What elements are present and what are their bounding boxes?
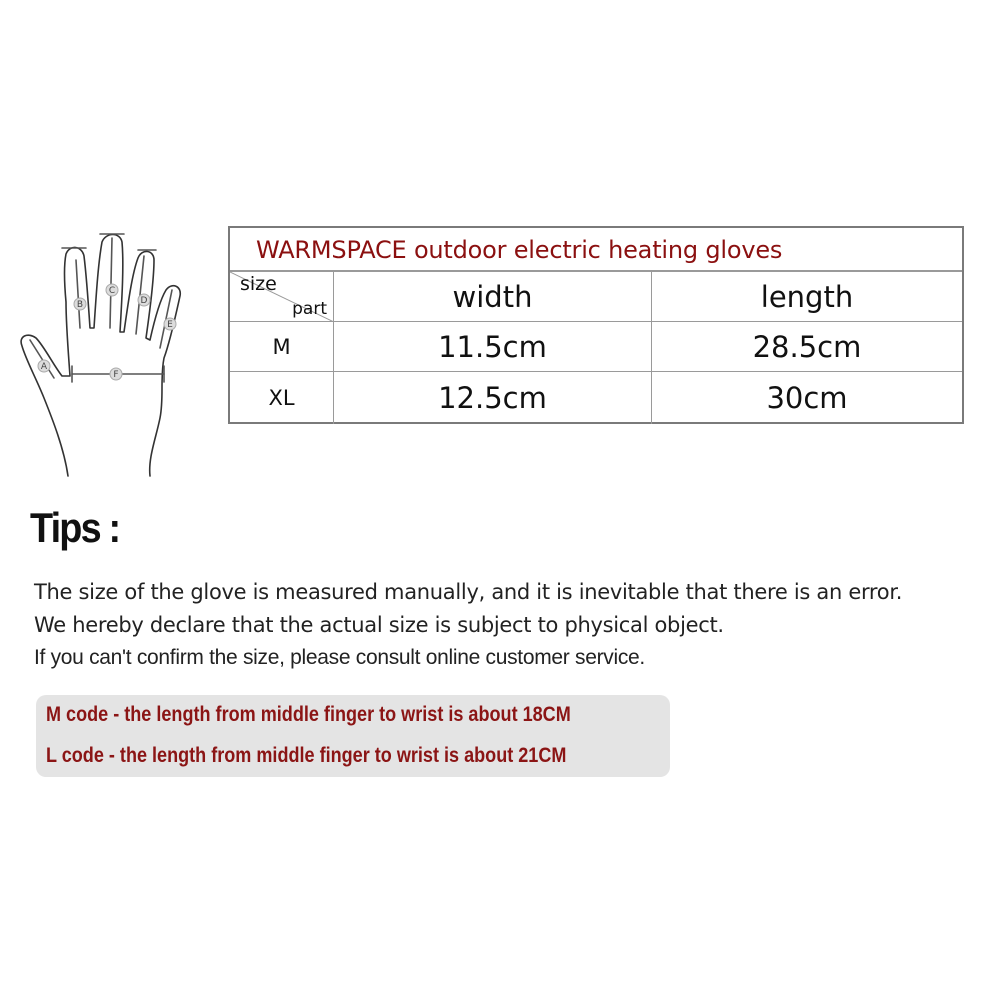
tip-line: If you can't confirm the size, please consult online customer service.: [34, 646, 645, 669]
label-c: C: [108, 286, 116, 296]
label-d: D: [140, 296, 148, 306]
row-size: XL: [230, 372, 334, 424]
hand-outline: [21, 235, 180, 477]
label-a: A: [40, 362, 48, 372]
table-row: [230, 322, 962, 372]
hand-diagram: [14, 228, 200, 478]
header-length: length: [760, 279, 854, 314]
size-code-box: [36, 695, 670, 777]
tips-title: Tips :: [30, 504, 120, 551]
corner-part-label: part: [292, 299, 327, 319]
corner-cell: [230, 272, 334, 321]
corner-size-label: size: [240, 273, 277, 295]
row-length: 30cm: [766, 381, 848, 415]
row-length: 28.5cm: [752, 329, 862, 364]
table-header-row: [230, 272, 962, 322]
row-width: 11.5cm: [334, 322, 652, 371]
table-row: [230, 372, 962, 424]
l-code-line: L code - the length from middle finger to wrist is about 21CM: [46, 744, 567, 767]
label-f: F: [113, 370, 119, 380]
label-b: B: [76, 300, 84, 310]
table-title: WARMSPACE outdoor electric heating gloves: [230, 228, 962, 272]
row-width: 12.5cm: [334, 372, 652, 424]
tip-line: We hereby declare that the actual size is subject to physical object.: [34, 613, 724, 637]
header-width: width: [334, 272, 652, 321]
label-e: E: [167, 320, 173, 330]
row-size: M: [230, 322, 334, 371]
tip-line: The size of the glove is measured manually, and it is inevitable that there is an error.: [34, 580, 903, 604]
m-code-line: M code - the length from middle finger to wrist is about 18CM: [46, 703, 571, 726]
size-table: [228, 226, 964, 424]
